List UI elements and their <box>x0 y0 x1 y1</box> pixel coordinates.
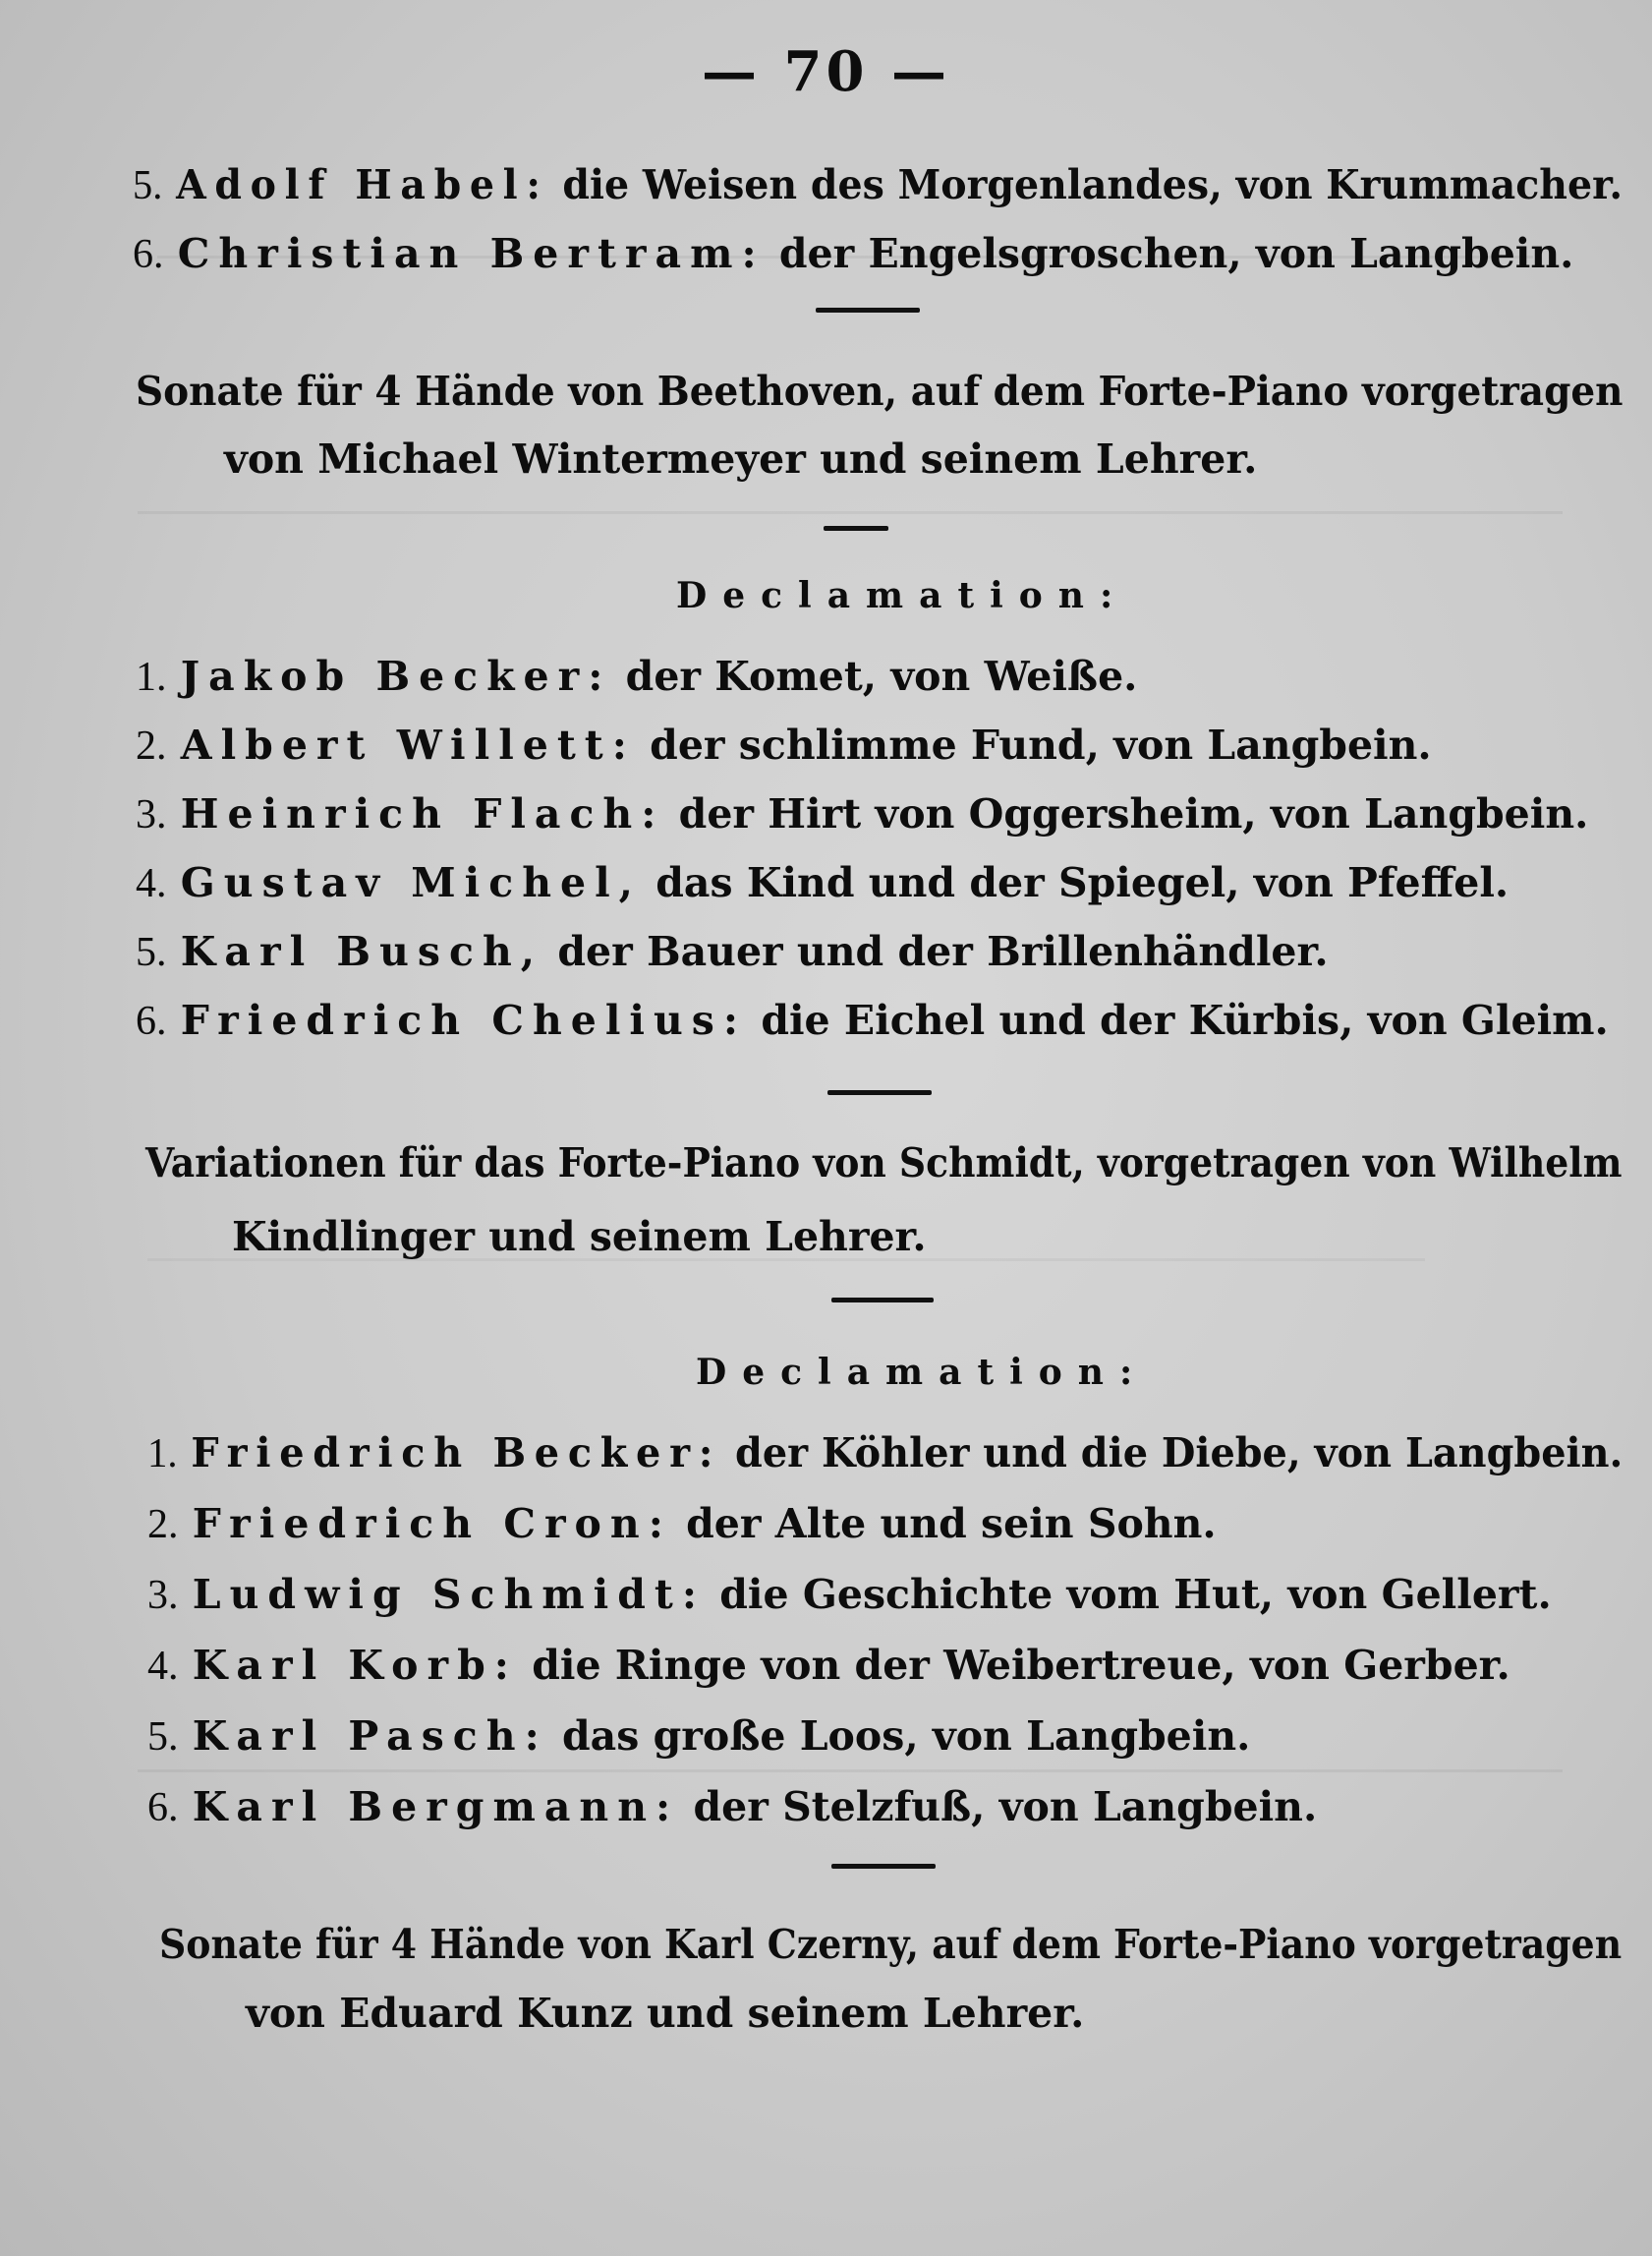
piece-title: die Eichel und der Kürbis, von Gleim. <box>761 997 1609 1044</box>
performer-name: Karl Korb: <box>192 1642 518 1689</box>
item-number: 5. <box>136 930 167 975</box>
section-divider <box>831 1298 934 1302</box>
piece-title: die Weisen des Morgenlandes, von Krummacher. <box>562 161 1624 208</box>
performer-name: Friedrich Cron: <box>192 1500 672 1547</box>
item-number: 6. <box>136 999 167 1044</box>
piece-title: der Hirt von Oggersheim, von Langbein. <box>678 790 1589 838</box>
performer-name: Heinrich Flach: <box>180 790 665 838</box>
section-divider <box>831 1864 936 1869</box>
list-item <box>133 161 1624 208</box>
piece-title: der Köhler und die Diebe, von Langbein. <box>735 1429 1624 1476</box>
performer-name: Friedrich Chelius: <box>180 997 748 1044</box>
list-item <box>147 1783 1318 1830</box>
performer-name: Jakob Becker: <box>180 653 612 700</box>
list-item <box>136 722 1432 769</box>
performance-line: von Eduard Kunz und seinem Lehrer. <box>246 1990 1085 2037</box>
performance-line: Kindlinger und seinem Lehrer. <box>232 1213 927 1260</box>
piece-title: das große Loos, von Langbein. <box>562 1712 1251 1760</box>
list-item <box>147 1642 1510 1689</box>
item-number: 4. <box>136 861 167 906</box>
piece-title: der Komet, von Weiße. <box>625 653 1138 700</box>
piece-title: der Alte und sein Sohn. <box>686 1500 1217 1547</box>
item-number: 3. <box>147 1573 179 1618</box>
performer-name: Adolf Habel: <box>176 161 549 208</box>
piece-title: der Engelsgroschen, von Langbein. <box>778 230 1574 277</box>
item-number: 2. <box>147 1502 179 1547</box>
item-number: 2. <box>136 723 167 769</box>
performer-name: Ludwig Schmidt: <box>192 1571 706 1618</box>
item-number: 5. <box>147 1714 179 1760</box>
section-divider <box>824 526 888 531</box>
performance-line: Variationen für das Forte-Piano von Schmidt, vorgetragen von Wilhelm <box>145 1139 1623 1186</box>
performer-name: Christian Bertram: <box>177 230 766 277</box>
piece-title: die Geschichte vom Hut, von Gellert. <box>719 1571 1552 1618</box>
section-heading: Declamation: <box>676 575 1129 616</box>
item-number: 6. <box>133 232 164 277</box>
performer-name: Karl Bergmann: <box>192 1783 680 1830</box>
item-number: 1. <box>136 655 167 700</box>
page-number: — 70 — <box>702 39 950 104</box>
item-number: 5. <box>133 163 163 208</box>
list-item <box>136 928 1329 975</box>
item-number: 4. <box>147 1644 179 1689</box>
item-number: 1. <box>147 1431 178 1476</box>
list-item <box>147 1712 1251 1760</box>
show-through-texture <box>147 1258 1425 1281</box>
section-heading: Declamation: <box>696 1352 1149 1393</box>
performer-name: Karl Busch, <box>180 928 544 975</box>
section-divider <box>816 308 920 313</box>
performance-line: Sonate für 4 Hände von Karl Czerny, auf dem Forte-Piano vorgetragen <box>159 1921 1623 1968</box>
item-number: 3. <box>136 792 167 838</box>
performer-name: Karl Pasch: <box>192 1712 548 1760</box>
list-item <box>136 997 1609 1044</box>
performance-line: von Michael Wintermeyer und seinem Lehrer. <box>224 435 1258 483</box>
piece-title: der schlimme Fund, von Langbein. <box>650 722 1432 769</box>
performance-line: Sonate für 4 Hände von Beethoven, auf dem Forte-Piano vorgetragen <box>136 368 1624 415</box>
piece-title: der Stelzfuß, von Langbein. <box>693 1783 1318 1830</box>
list-item <box>136 653 1138 700</box>
section-divider <box>827 1090 932 1095</box>
list-item <box>147 1429 1624 1476</box>
performer-name: Gustav Michel, <box>180 859 642 906</box>
performer-name: Friedrich Becker: <box>191 1429 722 1476</box>
piece-title: die Ringe von der Weibertreue, von Gerber. <box>532 1642 1510 1689</box>
list-item <box>147 1500 1217 1547</box>
list-item <box>147 1571 1552 1618</box>
list-item <box>136 790 1589 838</box>
list-item <box>133 230 1574 277</box>
item-number: 6. <box>147 1785 179 1830</box>
performer-name: Albert Willett: <box>180 722 636 769</box>
list-item <box>136 859 1510 906</box>
piece-title: der Bauer und der Brillenhändler. <box>557 928 1329 975</box>
piece-title: das Kind und der Spiegel, von Pfeffel. <box>655 859 1510 906</box>
